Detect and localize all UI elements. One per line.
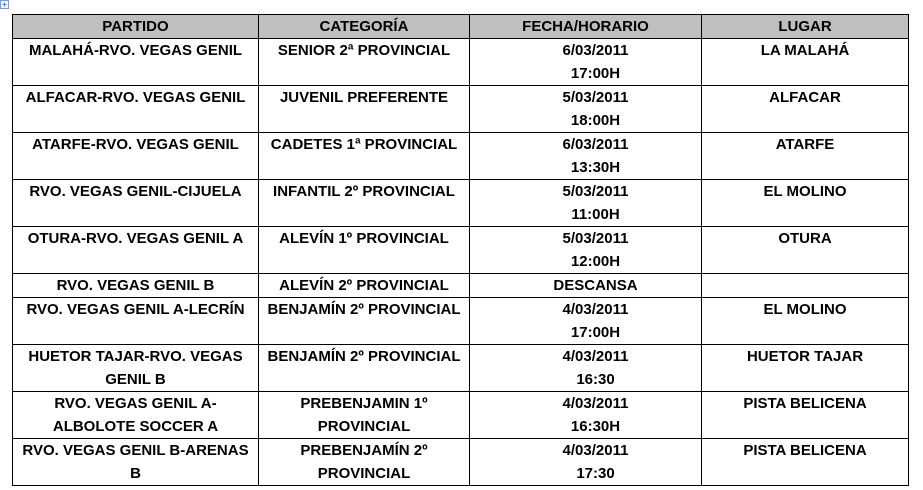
cell-partido: MALAHÁ-RVO. VEGAS GENIL bbox=[13, 39, 259, 86]
header-partido: PARTIDO bbox=[13, 15, 259, 39]
cell-partido: ATARFE-RVO. VEGAS GENIL bbox=[13, 133, 259, 180]
cell-fecha-horario bbox=[470, 345, 702, 392]
header-lugar: LUGAR bbox=[702, 15, 909, 39]
cell-horario: 11:00H bbox=[571, 206, 620, 223]
table-row bbox=[13, 345, 909, 392]
table-row bbox=[13, 227, 909, 274]
cell-horario: 17:00H bbox=[570, 65, 621, 82]
cell-fecha-horario bbox=[470, 39, 702, 86]
cell-fecha-horario bbox=[470, 274, 702, 298]
cell-horario: 13:30H bbox=[570, 159, 621, 176]
cell-fecha: 5/03/2011 bbox=[562, 230, 629, 247]
cell-partido: RVO. VEGAS GENIL B-ARENAS B bbox=[13, 439, 259, 486]
cell-fecha: 6/03/2011 bbox=[562, 42, 629, 59]
cell-fecha: 5/03/2011 bbox=[562, 89, 629, 106]
cell-horario: 12:00H bbox=[570, 253, 621, 270]
table-row bbox=[13, 86, 909, 133]
cell-lugar: OTURA bbox=[702, 227, 909, 274]
table-row bbox=[13, 180, 909, 227]
cell-partido: RVO. VEGAS GENIL A-LECRÍN bbox=[13, 298, 259, 345]
cell-categoria: ALEVÍN 2º PROVINCIAL bbox=[259, 274, 470, 298]
cell-lugar: EL MOLINO bbox=[702, 180, 909, 227]
cell-fecha-horario bbox=[470, 439, 702, 486]
cell-horario: 18:00H bbox=[570, 112, 621, 129]
table-row bbox=[13, 39, 909, 86]
cell-horario: 16:30 bbox=[576, 371, 615, 388]
cell-categoria: ALEVÍN 1º PROVINCIAL bbox=[259, 227, 470, 274]
cell-horario: 17:00H bbox=[570, 324, 621, 341]
header-categoria: CATEGORÍA bbox=[259, 15, 470, 39]
cell-lugar: HUETOR TAJAR bbox=[702, 345, 909, 392]
cell-fecha: DESCANSA bbox=[553, 277, 638, 294]
cell-fecha-horario bbox=[470, 298, 702, 345]
cell-horario: 16:30H bbox=[570, 418, 621, 435]
cell-lugar: ATARFE bbox=[702, 133, 909, 180]
cell-lugar: PISTA BELICENA bbox=[702, 439, 909, 486]
cell-categoria: PREBENJAMIN 1º PROVINCIAL bbox=[259, 392, 470, 439]
table-row bbox=[13, 274, 909, 298]
table-row bbox=[13, 298, 909, 345]
cell-fecha: 5/03/2011 bbox=[562, 183, 629, 200]
cell-fecha: 4/03/2011 bbox=[562, 301, 629, 318]
cell-fecha: 6/03/2011 bbox=[562, 136, 629, 153]
header-fecha-horario: FECHA/HORARIO bbox=[470, 15, 702, 39]
table-row bbox=[13, 392, 909, 439]
cell-partido: ALFACAR-RVO. VEGAS GENIL bbox=[13, 86, 259, 133]
cell-categoria: PREBENJAMÍN 2º PROVINCIAL bbox=[259, 439, 470, 486]
cell-categoria: BENJAMÍN 2º PROVINCIAL bbox=[259, 298, 470, 345]
cell-partido: HUETOR TAJAR-RVO. VEGAS GENIL B bbox=[13, 345, 259, 392]
cell-fecha: 4/03/2011 bbox=[562, 395, 629, 412]
cell-categoria: SENIOR 2ª PROVINCIAL bbox=[259, 39, 470, 86]
cell-lugar bbox=[702, 274, 909, 298]
table-move-handle-icon[interactable]: + bbox=[0, 0, 9, 9]
cell-partido: RVO. VEGAS GENIL-CIJUELA bbox=[13, 180, 259, 227]
table-row bbox=[13, 439, 909, 486]
cell-fecha-horario bbox=[470, 86, 702, 133]
cell-horario: 17:30 bbox=[576, 465, 615, 482]
cell-partido: RVO. VEGAS GENIL A-ALBOLOTE SOCCER A bbox=[13, 392, 259, 439]
cell-fecha: 4/03/2011 bbox=[562, 348, 629, 365]
cell-fecha-horario bbox=[470, 180, 702, 227]
cell-partido: RVO. VEGAS GENIL B bbox=[13, 274, 259, 298]
schedule-table bbox=[12, 14, 909, 486]
cell-fecha-horario bbox=[470, 227, 702, 274]
cell-lugar: EL MOLINO bbox=[702, 298, 909, 345]
cell-partido: OTURA-RVO. VEGAS GENIL A bbox=[13, 227, 259, 274]
cell-lugar: ALFACAR bbox=[702, 86, 909, 133]
cell-fecha-horario bbox=[470, 133, 702, 180]
cell-lugar: LA MALAHÁ bbox=[702, 39, 909, 86]
cell-fecha: 4/03/2011 bbox=[562, 442, 629, 459]
cell-fecha-horario bbox=[470, 392, 702, 439]
table-row bbox=[13, 133, 909, 180]
cell-lugar: PISTA BELICENA bbox=[702, 392, 909, 439]
header-row bbox=[13, 15, 909, 39]
cell-categoria: JUVENIL PREFERENTE bbox=[259, 86, 470, 133]
cell-categoria: CADETES 1ª PROVINCIAL bbox=[259, 133, 470, 180]
cell-categoria: BENJAMÍN 2º PROVINCIAL bbox=[259, 345, 470, 392]
cell-categoria: INFANTIL 2º PROVINCIAL bbox=[259, 180, 470, 227]
